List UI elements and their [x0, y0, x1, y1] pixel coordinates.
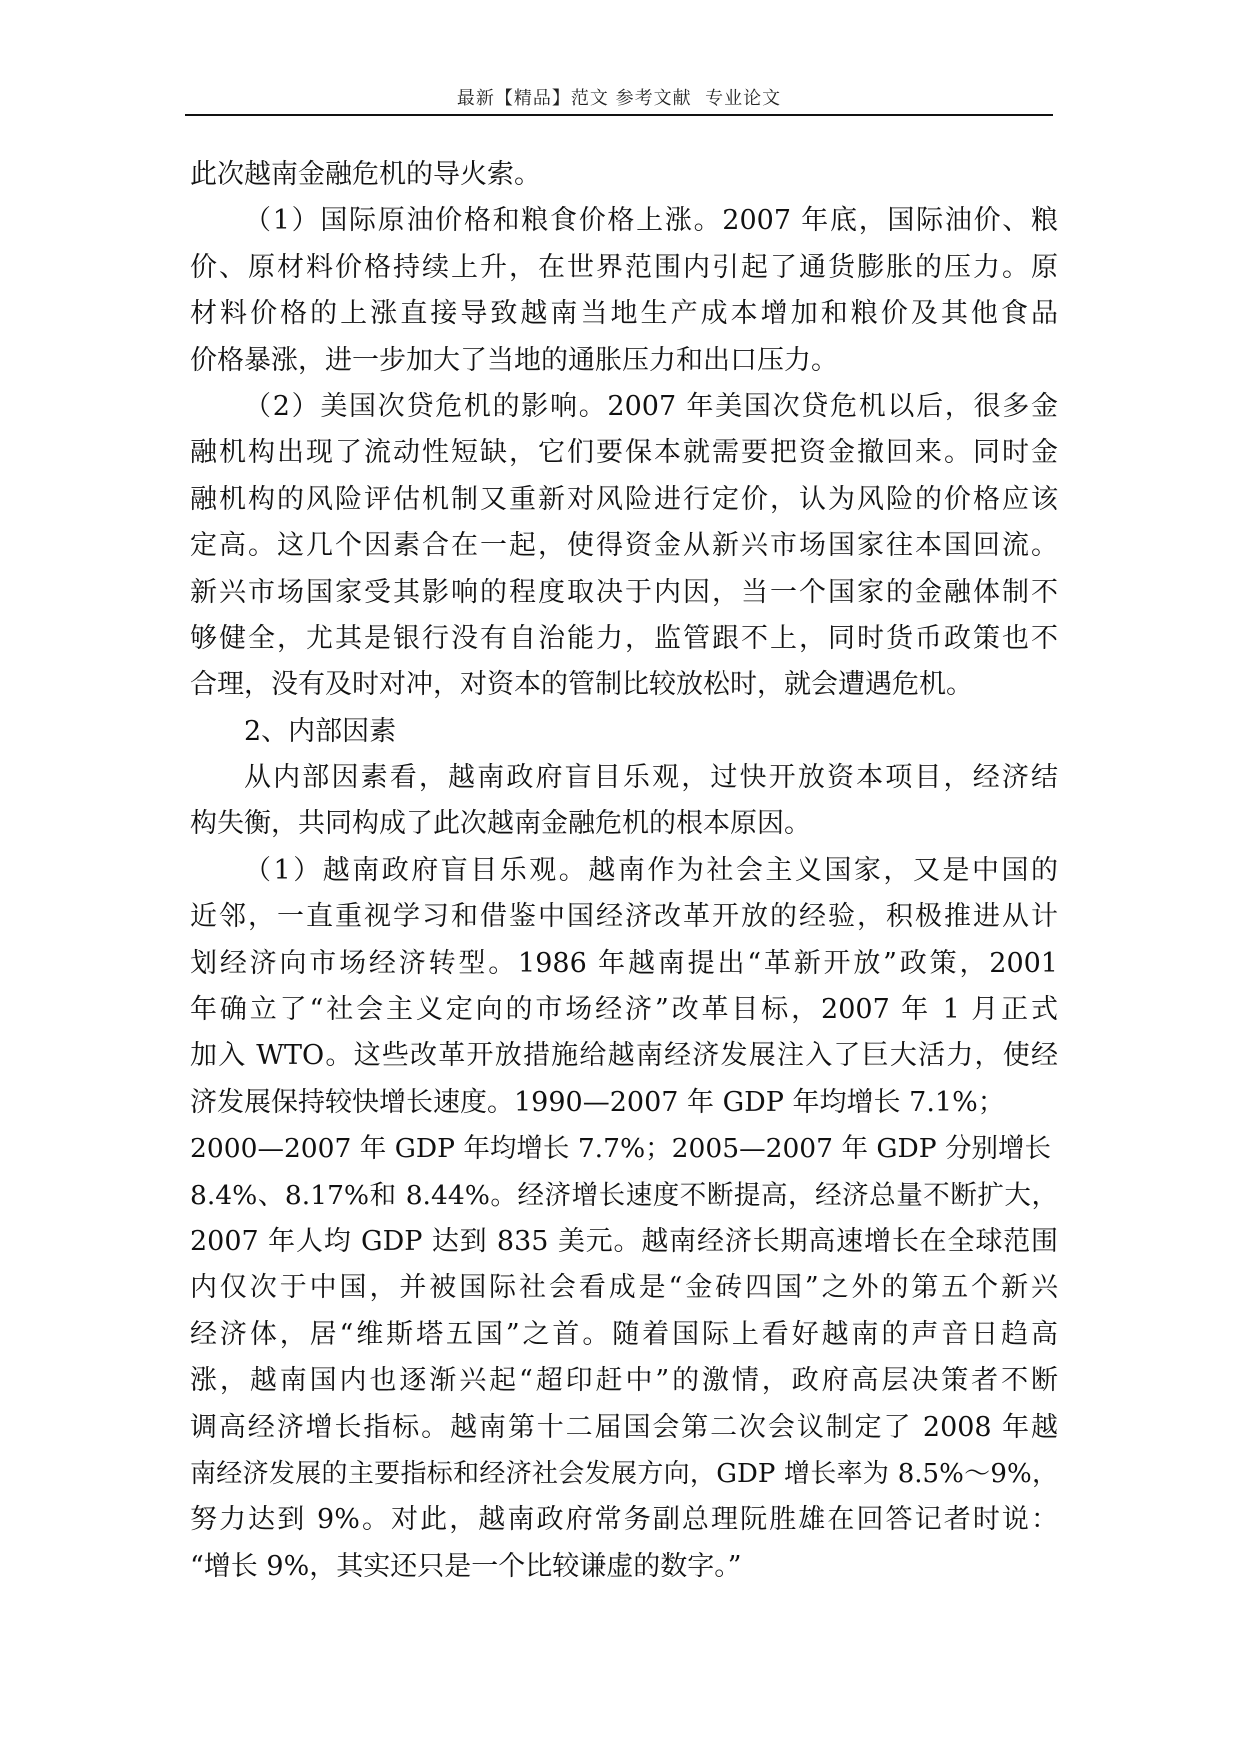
text-line: 经济体，居“维斯塔五国”之首。随着国际上看好越南的声音日趋高	[190, 1318, 1058, 1350]
text-line: 涨，越南国内也逐渐兴起“超印赶中”的激情，政府高层决策者不断	[190, 1365, 1058, 1397]
text-line: 加入 WTO。这些改革开放措施给越南经济发展注入了巨大活力，使经	[190, 1040, 1058, 1072]
text-line: 价格暴涨，进一步加大了当地的通胀压力和出口压力。	[190, 344, 838, 376]
body-text	[190, 152, 1058, 1590]
text-line: 2000—2007 年 GDP 年均增长 7.7%；2005—2007 年 GDP 分别增长	[190, 1133, 1052, 1165]
text-line: 内仅次于中国，并被国际社会看成是“金砖四国”之外的第五个新兴	[190, 1272, 1058, 1304]
text-line: （1）国际原油价格和粮食价格上涨。2007 年底，国际油价、粮	[244, 205, 1058, 237]
header-rule	[185, 114, 1053, 116]
running-header: 最新【精品】范文 参考文献 专业论文	[456, 88, 782, 109]
text-line: 努力达到 9%。对此，越南政府常务副总理阮胜雄在回答记者时说：	[190, 1504, 1058, 1536]
text-line: 新兴市场国家受其影响的程度取决于内因，当一个国家的金融体制不	[190, 576, 1058, 608]
text-line: 构失衡，共同构成了此次越南金融危机的根本原因。	[190, 808, 811, 840]
text-line: 划经济向市场经济转型。1986 年越南提出“革新开放”政策，2001	[190, 947, 1058, 979]
text-line: （1）越南政府盲目乐观。越南作为社会主义国家，又是中国的	[244, 854, 1058, 886]
text-line: 定高。这几个因素合在一起，使得资金从新兴市场国家往本国回流。	[190, 530, 1058, 562]
text-line: 够健全，尤其是银行没有自治能力，监管跟不上，同时货币政策也不	[190, 622, 1058, 654]
text-line: 8.4%、8.17%和 8.44%。经济增长速度不断提高，经济总量不断扩大，	[190, 1179, 1058, 1211]
text-line: 合理，没有及时对冲，对资本的管制比较放松时，就会遭遇危机。	[190, 669, 973, 701]
text-line: 从内部因素看，越南政府盲目乐观，过快开放资本项目，经济结	[244, 762, 1058, 794]
text-line: 济发展保持较快增长速度。1990—2007 年 GDP 年均增长 7.1%；	[190, 1086, 1005, 1118]
section-heading: 2、内部因素	[244, 715, 397, 747]
text-line: 价、原材料价格持续上升，在世界范围内引起了通货膨胀的压力。原	[190, 251, 1058, 283]
text-line: 南经济发展的主要指标和经济社会发展方向，GDP 增长率为 8.5%～9%，	[190, 1458, 1058, 1489]
text-line: 年确立了“社会主义定向的市场经济”改革目标，2007 年 1 月正式	[190, 994, 1058, 1026]
text-line: 调高经济增长指标。越南第十二届国会第二次会议制定了 2008 年越	[190, 1411, 1058, 1443]
text-line: （2）美国次贷危机的影响。2007 年美国次贷危机以后，很多金	[244, 390, 1058, 422]
text-line: 近邻，一直重视学习和借鉴中国经济改革开放的经验，积极推进从计	[190, 901, 1058, 933]
text-line: 融机构的风险评估机制又重新对风险进行定价，认为风险的价格应该	[190, 483, 1058, 515]
text-line: “增长 9%，其实还只是一个比较谦虚的数字。”	[190, 1550, 742, 1582]
text-line: 融机构出现了流动性短缺，它们要保本就需要把资金撤回来。同时金	[190, 437, 1058, 469]
text-line: 材料价格的上涨直接导致越南当地生产成本增加和粮价及其他食品	[190, 298, 1058, 330]
text-line: 2007 年人均 GDP 达到 835 美元。越南经济长期高速增长在全球范围	[190, 1225, 1058, 1257]
text-line: 此次越南金融危机的导火索。	[190, 159, 541, 190]
